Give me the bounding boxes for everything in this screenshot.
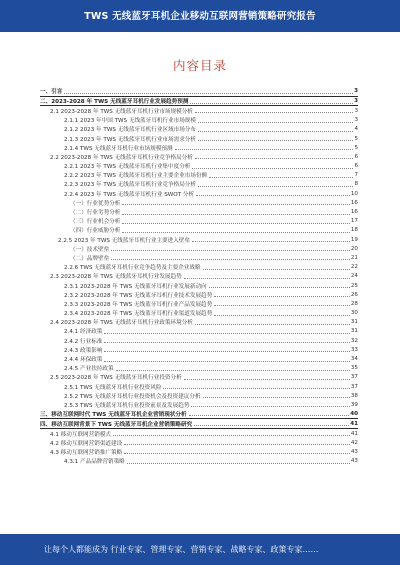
- toc-entry[interactable]: [40, 143, 358, 152]
- dot-leader: [175, 149, 354, 150]
- toc-entry[interactable]: [40, 373, 358, 382]
- toc-entry-page: 37: [350, 383, 358, 390]
- dot-leader: [203, 397, 350, 398]
- toc-entry-label: 2.1.1 2023 年中国 TWS 无线蓝牙耳机行业市场规模: [64, 118, 196, 125]
- dot-leader: [104, 351, 349, 352]
- toc-entry[interactable]: [40, 419, 358, 429]
- toc-entry-page: 43: [350, 458, 358, 465]
- toc-entry[interactable]: [40, 97, 358, 107]
- dot-leader: [194, 425, 349, 426]
- toc-entry-label: 2.3.2 2023-2028 年 TWS 无线蓝牙耳机行业技术发展趋势: [64, 292, 213, 299]
- toc-entry[interactable]: [40, 171, 358, 180]
- toc-entry-label: （一）技术壁垒: [70, 246, 110, 253]
- toc-entry-page: 41: [350, 430, 358, 437]
- toc-entry-label: 4.3 移动互联网营销推广策略: [50, 449, 123, 456]
- toc-entry-label: 4.2 移动互联网营销渠道建设: [50, 440, 123, 447]
- toc-entry[interactable]: [40, 235, 358, 244]
- toc-entry[interactable]: [40, 281, 358, 290]
- toc-entry[interactable]: [40, 309, 358, 318]
- toc-entry-page: 6: [354, 163, 358, 170]
- toc-entry[interactable]: [40, 125, 358, 134]
- toc-entry-page: 21: [350, 254, 358, 261]
- toc-entry[interactable]: [40, 263, 358, 272]
- toc-entry[interactable]: [40, 134, 358, 143]
- dot-leader: [198, 140, 353, 141]
- toc-entry[interactable]: [40, 354, 358, 363]
- dot-leader: [196, 195, 350, 196]
- toc-entry-page: 8: [354, 181, 358, 188]
- toc-entry-page: 28: [350, 300, 358, 307]
- toc-entry-page: 5: [354, 135, 358, 142]
- dot-leader: [214, 296, 350, 297]
- toc-entry-label: 2.3.3 2023-2028 年 TWS 无线蓝牙耳机行业产品发展趋势: [64, 301, 213, 308]
- toc-entry-page: 22: [350, 264, 358, 271]
- toc-entry[interactable]: [40, 457, 358, 466]
- toc-entry-label: 2.1.3 2023 年 TWS 无线蓝牙耳机行业市场需求分析: [64, 136, 196, 143]
- toc-entry-label: 二、2023-2028 年 TWS 无线蓝牙耳机行业发展趋势预测: [40, 99, 189, 106]
- dot-leader: [113, 435, 350, 436]
- toc-entry[interactable]: [40, 244, 358, 253]
- page-header: [0, 0, 400, 32]
- dot-leader: [203, 269, 350, 270]
- toc-entry-page: 20: [350, 245, 358, 252]
- dot-leader: [111, 250, 350, 251]
- toc-entry-page: 18: [350, 227, 358, 234]
- toc-entry-page: 32: [350, 337, 358, 344]
- toc-entry-page: 3: [354, 117, 358, 124]
- dot-leader: [122, 204, 350, 205]
- toc-entry-label: 2.2.1 2023 年 TWS 无线蓝牙耳机行业集中度分析: [64, 164, 191, 171]
- toc-entry[interactable]: [40, 318, 358, 327]
- toc-entry-label: 2.5.2 TWS 无线蓝牙耳机行业投资机会及投资建议分析: [64, 393, 201, 400]
- toc-entry-page: 6: [354, 153, 358, 160]
- toc-entry-page: 4: [354, 126, 358, 133]
- toc-entry[interactable]: [40, 364, 358, 373]
- toc-entry[interactable]: [40, 299, 358, 308]
- report-title: TWS 无线蓝牙耳机企业移动互联网营销策略研究报告: [84, 11, 316, 22]
- toc-entry-label: 2.5.1 TWS 无线蓝牙耳机行业投资风险: [64, 384, 162, 391]
- toc-entry[interactable]: [40, 391, 358, 400]
- toc-entry[interactable]: [40, 217, 358, 226]
- toc-entry[interactable]: [40, 152, 358, 161]
- toc-entry-page: 42: [350, 439, 358, 446]
- toc-entry[interactable]: [40, 207, 358, 216]
- toc-entry[interactable]: [40, 253, 358, 262]
- toc-entry-label: 2.4.4 环保政策: [64, 357, 103, 364]
- toc-entry-label: 2.2 2023-2028 年 TWS 无线蓝牙耳机行业竞争格局分析: [50, 154, 193, 161]
- dot-leader: [190, 103, 353, 104]
- toc-entry[interactable]: [40, 447, 358, 456]
- dot-leader: [195, 112, 354, 113]
- toc-entry[interactable]: [40, 429, 358, 438]
- toc-entry[interactable]: [40, 116, 358, 125]
- toc-entry-label: 2.2.4 2023 年 TWS 无线蓝牙耳机行业 SWOT 分析: [64, 191, 195, 198]
- toc-entry[interactable]: [40, 87, 358, 97]
- page-footer: [0, 534, 400, 565]
- dot-leader: [104, 361, 349, 362]
- dot-leader: [198, 186, 353, 187]
- dot-leader: [191, 406, 349, 407]
- toc-entry[interactable]: [40, 410, 358, 420]
- toc-entry[interactable]: [40, 180, 358, 189]
- toc-entry-label: 2.1.4 TWS 无线蓝牙耳机行业市场规模预测: [64, 145, 173, 152]
- toc-entry-page: 26: [350, 291, 358, 298]
- toc-entry-label: 2.2.3 2023 年 TWS 无线蓝牙耳机行业竞争格局分析: [64, 182, 196, 189]
- dot-leader: [127, 463, 350, 464]
- toc-entry-label: 4.3.1 产品品牌营销策略: [64, 459, 125, 466]
- toc-entry-label: （二）行业劣势分析: [70, 210, 121, 217]
- dot-leader: [214, 315, 350, 316]
- toc-entry-page: 7: [354, 172, 358, 179]
- dot-leader: [195, 158, 354, 159]
- dot-leader: [184, 379, 350, 380]
- toc-entry[interactable]: [40, 189, 358, 198]
- toc-entry-page: 39: [350, 401, 358, 408]
- toc-entry-label: 三、移动互联网时代 TWS 无线蓝牙耳机企业营销现状分析: [40, 411, 187, 418]
- toc-entry-page: 16: [350, 209, 358, 216]
- dot-leader: [64, 93, 353, 94]
- dot-leader: [116, 370, 350, 371]
- toc-entry[interactable]: [40, 382, 358, 391]
- toc-entry[interactable]: [40, 106, 358, 115]
- toc-entry-page: 17: [350, 218, 358, 225]
- toc-entry[interactable]: [40, 400, 358, 409]
- toc-entry-label: 2.5 2023-2028 年 TWS 无线蓝牙耳机行业投资分析: [50, 375, 182, 382]
- toc-entry-label: 2.1.2 2023 年 TWS 无线蓝牙耳机行业区域市场分布: [64, 127, 196, 134]
- toc-entry-page: 33: [350, 346, 358, 353]
- dot-leader: [184, 278, 350, 279]
- toc-entry-label: 2.4.5 产业扶持政策: [64, 366, 114, 373]
- toc-entry-label: 2.4.1 经济政策: [64, 329, 103, 336]
- toc-entry[interactable]: [40, 327, 358, 336]
- dot-leader: [122, 214, 350, 215]
- toc-entry-page: 34: [350, 356, 358, 363]
- dot-leader: [104, 342, 349, 343]
- toc-entry-page: 19: [350, 236, 358, 243]
- toc-entry-label: （四）行业威胁分析: [70, 228, 121, 235]
- dot-leader: [124, 444, 350, 445]
- dot-leader: [163, 388, 349, 389]
- toc-entry-label: 4.1 移动互联网营销模式: [50, 431, 112, 438]
- toc-entry-page: 16: [350, 199, 358, 206]
- dot-leader: [209, 177, 353, 178]
- dot-leader: [124, 453, 350, 454]
- toc-entry-page: 5: [354, 144, 358, 151]
- toc-entry-page: 31: [350, 328, 358, 335]
- toc-entry-page: 37: [350, 374, 358, 381]
- toc-entry-label: 2.2.2 2023 年 TWS 无线蓝牙耳机行业主要企业市场份额: [64, 173, 208, 180]
- toc-entry-page: 40: [350, 410, 358, 417]
- toc-entry-page: 10: [350, 190, 358, 197]
- toc-entry-page: 38: [350, 392, 358, 399]
- toc-entry-label: 2.3.1 2023-2028 年 TWS 无线蓝牙耳机行业发展新动向: [64, 283, 207, 290]
- toc-entry-label: （二）品牌壁垒: [70, 255, 110, 262]
- toc-entry-label: 2.4.3 政策影响: [64, 347, 103, 354]
- toc-entry-label: （一）行业优势分析: [70, 200, 121, 207]
- toc-entry-page: 24: [350, 273, 358, 280]
- dot-leader: [111, 259, 350, 260]
- table-of-contents: [40, 87, 358, 466]
- toc-entry-label: 四、移动互联网背景下 TWS 无线蓝牙耳机企业营销策略研究: [40, 421, 193, 428]
- toc-entry-label: 2.2.5 2023 年 TWS 无线蓝牙耳机行业主要进入壁垒: [58, 237, 190, 244]
- toc-entry-label: 2.3.4 2023-2028 年 TWS 无线蓝牙耳机行业渠道发展趋势: [64, 311, 213, 318]
- dot-leader: [198, 122, 353, 123]
- toc-entry[interactable]: [40, 162, 358, 171]
- toc-entry[interactable]: [40, 272, 358, 281]
- dot-leader: [192, 168, 353, 169]
- toc-entry-page: 35: [350, 365, 358, 372]
- toc-entry[interactable]: [40, 198, 358, 207]
- dot-leader: [198, 131, 353, 132]
- dot-leader: [192, 241, 350, 242]
- toc-entry-label: 2.5.3 TWS 无线蓝牙耳机行业投资前景及发展趋势: [64, 402, 190, 409]
- dot-leader: [122, 232, 350, 233]
- toc-entry-page: 41: [350, 420, 358, 427]
- dot-leader: [214, 305, 350, 306]
- toc-entry[interactable]: [40, 290, 358, 299]
- toc-entry-label: 2.3 2023-2028 年 TWS 无线蓝牙耳机行业发展趋势: [50, 274, 182, 281]
- toc-entry-label: 2.1 2023-2028 年 TWS 无线蓝牙耳机行业市场规模分析: [50, 108, 193, 115]
- toc-entry-page: 3: [354, 88, 358, 95]
- dot-leader: [195, 324, 350, 325]
- dot-leader: [104, 333, 349, 334]
- toc-entry-page: 30: [350, 310, 358, 317]
- toc-entry-page: 25: [350, 282, 358, 289]
- toc-entry-page: 31: [350, 319, 358, 326]
- toc-entry-label: 2.4 2023-2028 年 TWS 无线蓝牙耳机行业政策环境分析: [50, 320, 193, 327]
- toc-entry-label: 一、引言: [40, 89, 63, 96]
- footer-slogan: 让每个人都能成为 行业专家、管理专家、营销专家、战略专家、政策专家……: [44, 545, 319, 554]
- toc-entry-label: 2.4.2 行业标准: [64, 338, 103, 345]
- toc-entry[interactable]: [40, 345, 358, 354]
- dot-leader: [209, 287, 350, 288]
- dot-leader: [189, 415, 350, 416]
- toc-entry-label: （三）行业机会分析: [70, 219, 121, 226]
- toc-entry[interactable]: [40, 226, 358, 235]
- toc-title: 内容目录: [172, 58, 227, 73]
- dot-leader: [122, 223, 350, 224]
- toc-entry-page: 43: [350, 448, 358, 455]
- toc-entry[interactable]: [40, 336, 358, 345]
- toc-entry-page: 3: [354, 98, 358, 105]
- toc-entry[interactable]: [40, 438, 358, 447]
- toc-entry-page: 3: [354, 107, 358, 114]
- toc-entry-label: 2.2.6 TWS 无线蓝牙耳机行业竞争趋势及主要企业战略: [64, 265, 201, 272]
